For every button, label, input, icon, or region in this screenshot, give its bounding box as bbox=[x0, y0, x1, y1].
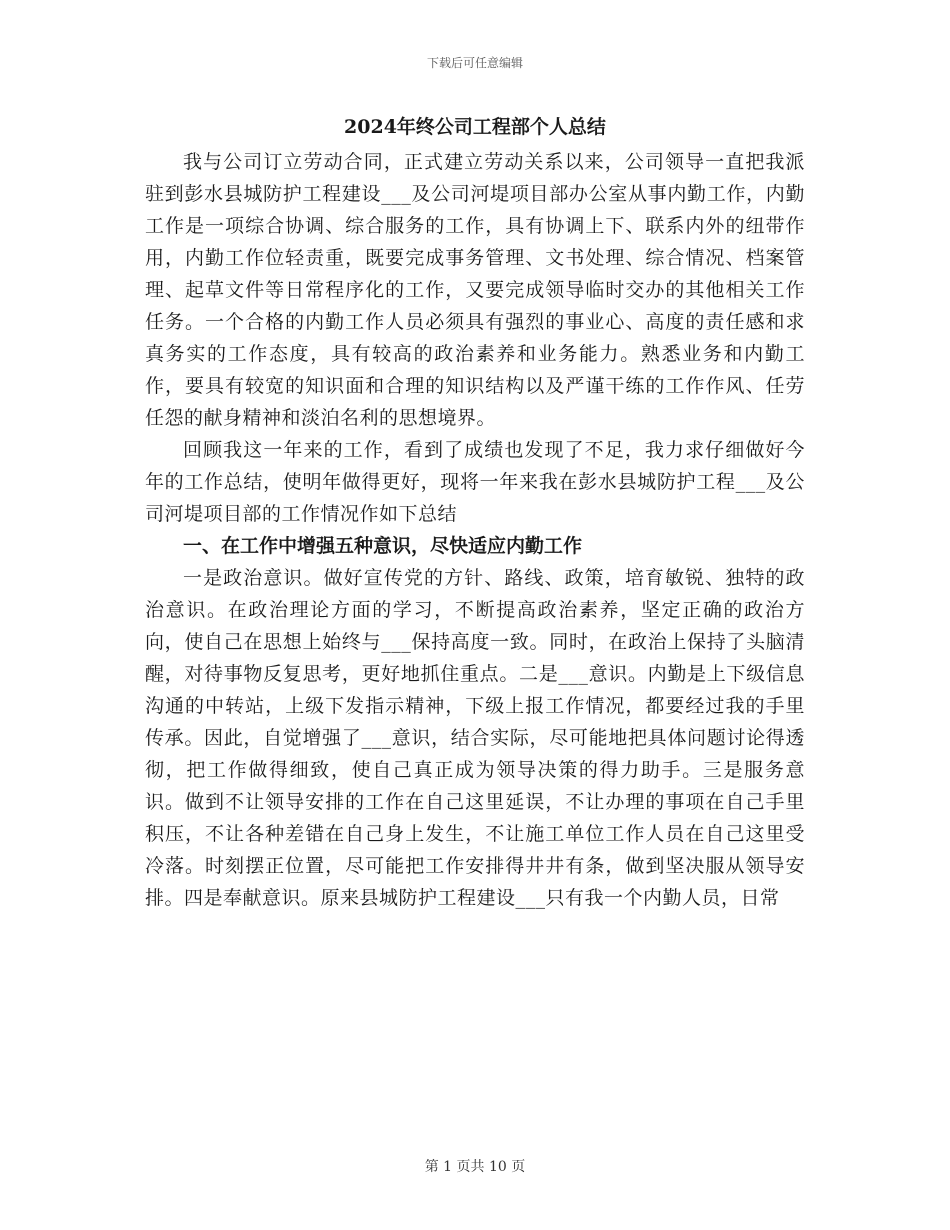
intro-paragraph: 我与公司订立劳动合同，正式建立劳动关系以来，公司领导一直把我派驻到彭水县城防护工程建设___及公司河堤项目部办公室从事内勤工作，内勤工作是一项综合协调、综合服务的工作，具有协调上下、联系内外的纽带作用，内勤工作位轻责重，既要完成事务管理、文书处理、综合情况、档案管理、起草文件等日常程序化的工作，又要完成领导临时交办的其他相关工作任务。一个合格的内勤工作人员必须具有强烈的事业心、高度的责任感和求真务实的工作态度，具有较高的政治素养和业务能力。熟悉业务和内勤工作，要具有较宽的知识面和合理的知识结构以及严谨干练的工作作风、任劳任怨的献身精神和淡泊名利的思想境界。 bbox=[145, 151, 805, 429]
section-paragraph: 一是政治意识。做好宣传党的方针、路线、政策，培育敏锐、独特的政治意识。在政治理论方面的学习，不断提高政治素养，坚定正确的政治方向，使自己在思想上始终与___保持高度一致。同时，在政治上保持了头脑清醒，对待事物反复思考，更好地抓住重点。二是___意识。内勤是上下级信息沟通的中转站，上级下发指示精神，下级上报工作情况，都要经过我的手里传承。因此，自觉增强了___意识，结合实际，尽可能地把具体问题讨论得透彻，把工作做得细致，使自己真正成为领导决策的得力助手。三是服务意识。做到不让领导安排的工作在自己这里延误，不让办理的事项在自己手里积压，不让各种差错在自己身上发生，不让施工单位工作人员在自己这里受冷落。时刻摆正位置，尽可能把工作安排得井井有条，做到坚决服从领导安排。四是奉献意识。原来县城防护工程建设___只有我一个内勤人员，日常 bbox=[145, 567, 805, 909]
document-title: 2024年终公司工程部个人总结 bbox=[344, 116, 606, 138]
document-body bbox=[145, 112, 805, 914]
review-paragraph: 回顾我这一年来的工作，看到了成绩也发现了不足，我力求仔细做好今年的工作总结，使明年做得更好，现将一年来我在彭水县城防护工程___及公司河堤项目部的工作情况作如下总结 bbox=[145, 439, 805, 525]
header-note: 下载后可任意编辑 bbox=[426, 56, 523, 70]
section-heading: 一、在工作中增强五种意识，尽快适应内勤工作 bbox=[183, 535, 583, 557]
page-number: 第 1 页共 10 页 bbox=[424, 1159, 526, 1175]
